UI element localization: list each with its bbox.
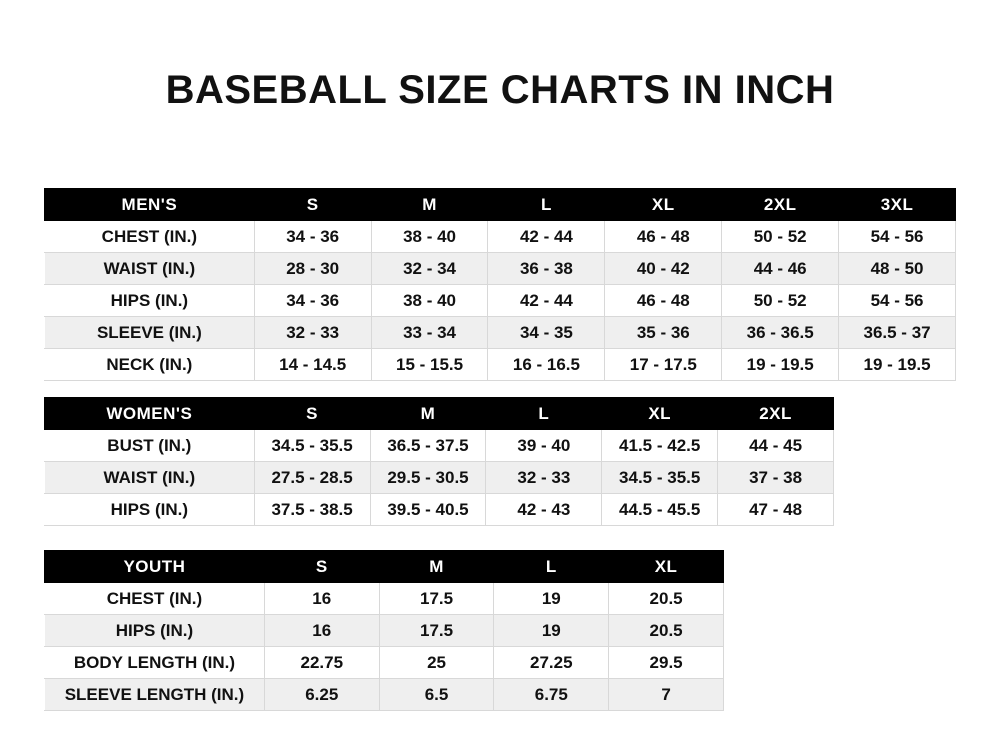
womens-table-header [45, 398, 834, 430]
youth-header-m: M [379, 551, 494, 583]
table-row [45, 583, 724, 615]
cell: 6.5 [379, 679, 494, 711]
row-label: SLEEVE LENGTH (IN.) [45, 679, 265, 711]
cell: 34.5 - 35.5 [602, 462, 718, 494]
table-row [45, 647, 724, 679]
cell: 38 - 40 [371, 221, 488, 253]
womens-table [44, 397, 834, 526]
table-row [45, 494, 834, 526]
cell: 19 - 19.5 [722, 349, 839, 381]
cell: 36 - 38 [488, 253, 605, 285]
cell: 22.75 [264, 647, 379, 679]
womens-table-body [45, 430, 834, 526]
row-label: HIPS (IN.) [45, 494, 255, 526]
cell: 35 - 36 [605, 317, 722, 349]
cell: 32 - 34 [371, 253, 488, 285]
table-row [45, 349, 956, 381]
youth-header-label: YOUTH [45, 551, 265, 583]
cell: 42 - 44 [488, 285, 605, 317]
row-label: HIPS (IN.) [45, 615, 265, 647]
mens-header-3xl: 3XL [839, 189, 956, 221]
womens-header-label: WOMEN'S [45, 398, 255, 430]
mens-header-m: M [371, 189, 488, 221]
row-label: BUST (IN.) [45, 430, 255, 462]
cell: 27.25 [494, 647, 609, 679]
cell: 38 - 40 [371, 285, 488, 317]
mens-header-xl: XL [605, 189, 722, 221]
cell: 28 - 30 [254, 253, 371, 285]
cell: 29.5 [609, 647, 724, 679]
row-label: HIPS (IN.) [45, 285, 255, 317]
mens-header-l: L [488, 189, 605, 221]
table-row [45, 253, 956, 285]
row-label: WAIST (IN.) [45, 462, 255, 494]
cell: 34 - 36 [254, 221, 371, 253]
table-header-row [45, 551, 724, 583]
table-row [45, 317, 956, 349]
cell: 32 - 33 [486, 462, 602, 494]
womens-header-m: M [370, 398, 486, 430]
cell: 19 - 19.5 [839, 349, 956, 381]
row-label: CHEST (IN.) [45, 221, 255, 253]
cell: 48 - 50 [839, 253, 956, 285]
cell: 7 [609, 679, 724, 711]
cell: 46 - 48 [605, 285, 722, 317]
mens-size-chart [44, 188, 956, 381]
cell: 20.5 [609, 583, 724, 615]
cell: 17.5 [379, 583, 494, 615]
womens-header-s: S [254, 398, 370, 430]
cell: 44.5 - 45.5 [602, 494, 718, 526]
cell: 19 [494, 615, 609, 647]
cell: 50 - 52 [722, 221, 839, 253]
cell: 16 [264, 583, 379, 615]
cell: 36 - 36.5 [722, 317, 839, 349]
table-header-row [45, 398, 834, 430]
cell: 25 [379, 647, 494, 679]
table-row [45, 285, 956, 317]
youth-table-body [45, 583, 724, 711]
row-label: NECK (IN.) [45, 349, 255, 381]
youth-header-xl: XL [609, 551, 724, 583]
cell: 27.5 - 28.5 [254, 462, 370, 494]
youth-header-s: S [264, 551, 379, 583]
cell: 36.5 - 37 [839, 317, 956, 349]
cell: 42 - 44 [488, 221, 605, 253]
row-label: BODY LENGTH (IN.) [45, 647, 265, 679]
cell: 36.5 - 37.5 [370, 430, 486, 462]
table-row [45, 615, 724, 647]
womens-header-l: L [486, 398, 602, 430]
cell: 6.25 [264, 679, 379, 711]
cell: 54 - 56 [839, 221, 956, 253]
page-title: BASEBALL SIZE CHARTS IN INCH [165, 68, 835, 112]
cell: 6.75 [494, 679, 609, 711]
cell: 19 [494, 583, 609, 615]
womens-header-2xl: 2XL [718, 398, 834, 430]
cell: 54 - 56 [839, 285, 956, 317]
cell: 42 - 43 [486, 494, 602, 526]
womens-size-chart [44, 397, 834, 526]
cell: 32 - 33 [254, 317, 371, 349]
cell: 41.5 - 42.5 [602, 430, 718, 462]
youth-header-l: L [494, 551, 609, 583]
mens-header-s: S [254, 189, 371, 221]
youth-table-header [45, 551, 724, 583]
cell: 33 - 34 [371, 317, 488, 349]
mens-header-label: MEN'S [45, 189, 255, 221]
cell: 17.5 [379, 615, 494, 647]
cell: 46 - 48 [605, 221, 722, 253]
cell: 37.5 - 38.5 [254, 494, 370, 526]
table-row [45, 679, 724, 711]
cell: 16 [264, 615, 379, 647]
youth-size-chart [44, 550, 724, 711]
cell: 39.5 - 40.5 [370, 494, 486, 526]
cell: 47 - 48 [718, 494, 834, 526]
cell: 16 - 16.5 [488, 349, 605, 381]
table-header-row [45, 189, 956, 221]
cell: 50 - 52 [722, 285, 839, 317]
cell: 20.5 [609, 615, 724, 647]
table-row [45, 462, 834, 494]
cell: 39 - 40 [486, 430, 602, 462]
row-label: WAIST (IN.) [45, 253, 255, 285]
row-label: CHEST (IN.) [45, 583, 265, 615]
table-row [45, 430, 834, 462]
cell: 14 - 14.5 [254, 349, 371, 381]
cell: 34 - 36 [254, 285, 371, 317]
youth-table [44, 550, 724, 711]
cell: 40 - 42 [605, 253, 722, 285]
mens-table-body [45, 221, 956, 381]
cell: 17 - 17.5 [605, 349, 722, 381]
cell: 44 - 46 [722, 253, 839, 285]
cell: 44 - 45 [718, 430, 834, 462]
cell: 34.5 - 35.5 [254, 430, 370, 462]
womens-header-xl: XL [602, 398, 718, 430]
mens-table [44, 188, 956, 381]
mens-header-2xl: 2XL [722, 189, 839, 221]
table-row [45, 221, 956, 253]
cell: 15 - 15.5 [371, 349, 488, 381]
cell: 34 - 35 [488, 317, 605, 349]
cell: 37 - 38 [718, 462, 834, 494]
row-label: SLEEVE (IN.) [45, 317, 255, 349]
cell: 29.5 - 30.5 [370, 462, 486, 494]
mens-table-header [45, 189, 956, 221]
